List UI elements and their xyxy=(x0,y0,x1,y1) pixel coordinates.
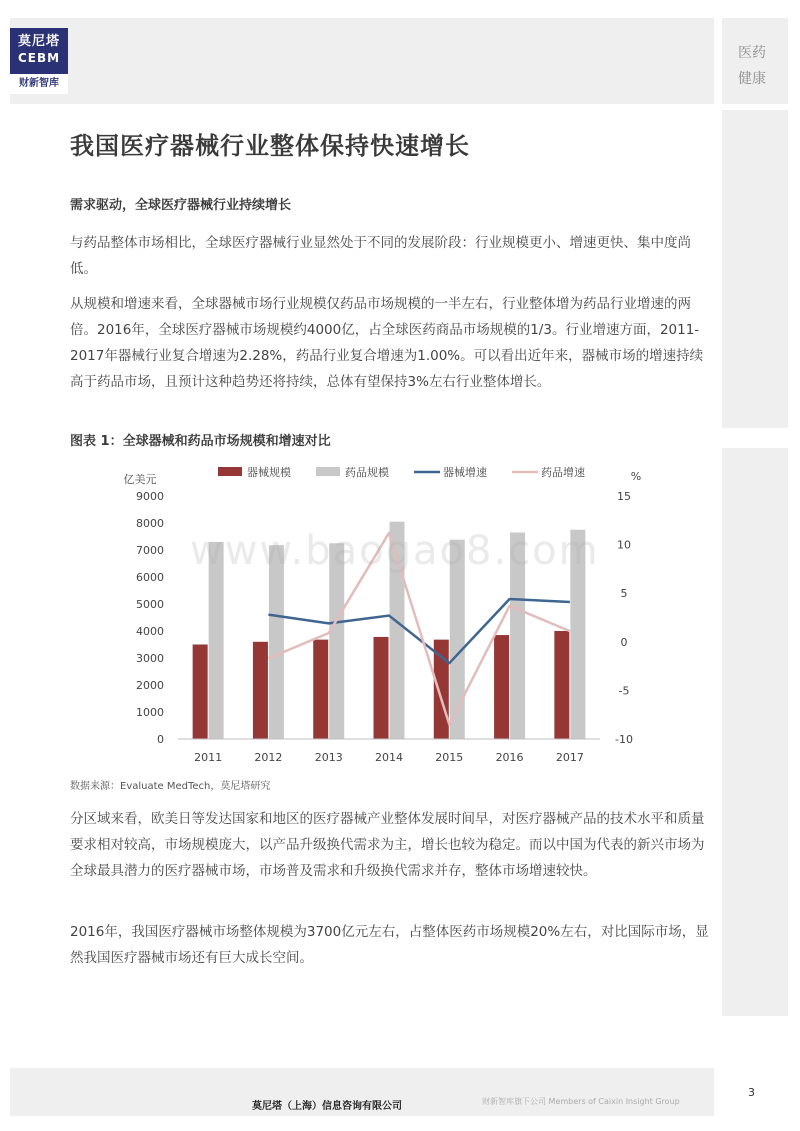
y-left-tick-label: 4000 xyxy=(136,625,164,638)
logo-chinese-name: 莫尼塔 xyxy=(17,34,60,49)
bar-器械规模 xyxy=(554,631,569,739)
legend-swatch xyxy=(316,467,340,476)
page-title: 我国医疗器械行业整体保持快速增长 xyxy=(70,132,470,160)
side-label-line1: 医药 xyxy=(738,45,766,61)
x-tick-label: 2017 xyxy=(555,751,584,764)
footer-group-note: 财新智库旗下公司 Members of Caixin Insight Group xyxy=(482,1097,680,1106)
y-left-tick-label: 0 xyxy=(157,733,164,746)
y-left-axis-label: 亿美元 xyxy=(123,473,157,486)
y-right-tick-label: -10 xyxy=(615,733,633,746)
logo xyxy=(10,28,68,94)
y-right-tick-label: 15 xyxy=(617,490,631,503)
y-left-tick-label: 1000 xyxy=(136,706,164,719)
page-number: 3 xyxy=(748,1086,755,1099)
y-right-tick-label: 5 xyxy=(620,587,628,601)
x-tick-label: 2013 xyxy=(314,751,343,764)
x-tick-label: 2012 xyxy=(254,751,283,764)
bar-器械规模 xyxy=(374,637,389,739)
figure-source: 数据来源：Evaluate MedTech，莫尼塔研究 xyxy=(70,781,271,792)
logo-mark xyxy=(10,28,68,74)
footer-company-name: 莫尼塔（上海）信息咨询有限公司 xyxy=(252,1101,402,1112)
y-left-tick-label: 3000 xyxy=(136,652,164,665)
paragraph: 从规模和增速来看，全球器械市场行业规模仅药品市场规模的一半左右，行业整体增为药品行业增速的两倍。2016年，全球医疗器械市场规模约4000亿，占全球医药商品市场规模的1/3。行业增速方面，2011-2017年器械行业复合增速为2.28%，药品行业复合增速为1.00%。可以看出近年来，器械市场的增速持续高于药品市场，且预计这种趋势还将持续，总体有望保持3%左右行业整体增长。 xyxy=(70,296,704,390)
bar-器械规模 xyxy=(253,642,268,739)
y-left-tick-label: 6000 xyxy=(136,571,164,584)
paragraph: 分区域来看，欧美日等发达国家和地区的医疗器械产业整体发展时间早，对医疗器械产品的技术水平和质量要求相对较高，市场规模庞大，以产品升级换代需求为主，增长也较为稳定。而以中国为代表的新兴市场为全球最具潜力的医疗器械市场，市场普及需求和升级换代需求并存，整体市场增速较快。 xyxy=(70,811,705,879)
x-tick-label: 2014 xyxy=(375,751,403,764)
y-left-tick-label: 8000 xyxy=(136,517,164,530)
side-label-line2: 健康 xyxy=(738,71,766,87)
watermark: www.baogao8.com xyxy=(190,528,600,574)
y-right-tick-label: 10 xyxy=(617,538,631,552)
section-heading: 需求驱动，全球医疗器械行业持续增长 xyxy=(70,198,292,213)
y-right-tick-label: -5 xyxy=(618,684,630,698)
header-band xyxy=(10,18,714,104)
side-decoration-block xyxy=(722,110,788,428)
legend-label: 药品规模 xyxy=(345,466,389,479)
side-decoration-block xyxy=(722,448,788,1016)
y-right-axis-label: % xyxy=(630,470,642,483)
legend-label: 器械规模 xyxy=(247,466,291,479)
bar-器械规模 xyxy=(494,635,509,739)
logo-subtitle: 财新智库 xyxy=(19,78,59,89)
logo-english-name: CEBM xyxy=(17,51,61,65)
bar-器械规模 xyxy=(313,640,328,739)
paragraph: 2016年，我国医疗器械市场整体规模为3700亿元左右，占整体医药市场规模20%左右，对比国际市场，显然我国医疗器械市场还有巨大成长空间。 xyxy=(70,924,709,966)
y-left-tick-label: 2000 xyxy=(136,679,164,692)
figure-title: 图表 1：全球器械和药品市场规模和增速对比 xyxy=(70,434,331,449)
x-tick-label: 2016 xyxy=(495,751,524,764)
bar-药品规模 xyxy=(269,545,284,739)
bar-器械规模 xyxy=(434,640,449,739)
legend-label: 药品增速 xyxy=(541,466,585,479)
y-left-tick-label: 9000 xyxy=(136,490,164,503)
x-tick-label: 2015 xyxy=(435,751,464,764)
y-right-tick-label: 0 xyxy=(620,635,628,649)
bar-器械规模 xyxy=(193,645,208,740)
legend-swatch xyxy=(218,467,242,476)
y-left-tick-label: 7000 xyxy=(136,544,164,557)
legend-label: 器械增速 xyxy=(443,466,487,479)
paragraph: 与药品整体市场相比，全球医疗器械行业显然处于不同的发展阶段：行业规模更小、增速更快、集中度尚低。 xyxy=(70,235,691,277)
x-tick-label: 2011 xyxy=(194,751,223,764)
market-size-growth-chart xyxy=(120,460,660,772)
y-left-tick-label: 5000 xyxy=(136,598,164,611)
